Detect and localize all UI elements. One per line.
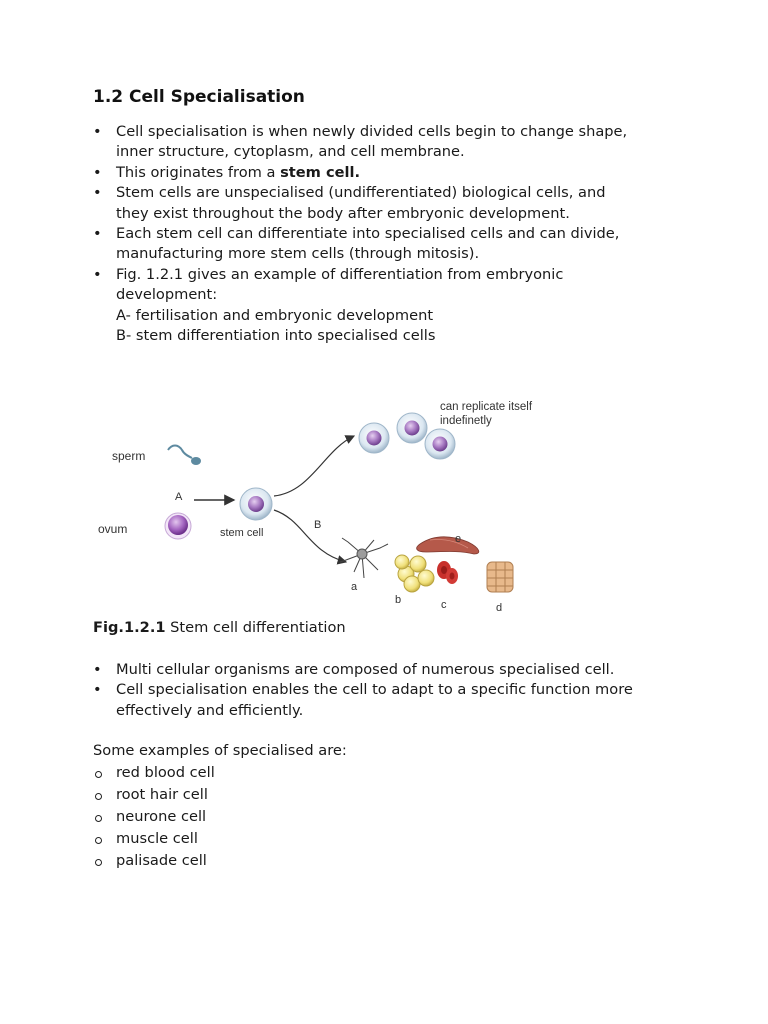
example-text: red blood cell [116,764,215,781]
bullet-line: This originates from a [116,163,281,181]
example-item [93,784,215,806]
example-item [93,850,215,872]
self-renewal-arrow [274,436,354,496]
example-item [93,762,215,784]
examples-intro: Some examples of specialised are: [93,742,347,759]
ring-bullet-icon [95,793,102,800]
bullet-line: development: [116,286,218,304]
bullet-list [93,122,693,346]
bullet-line: effectively and efficiently. [116,701,304,719]
bullet-item [93,163,693,183]
bullet-item [93,680,693,721]
bullet-line: Cell specialisation enables the cell to adapt to a specific function more [116,681,633,699]
bullet-dot: • [93,681,102,699]
bullet-dot: • [93,225,102,243]
stacked-cells-shape [487,562,513,592]
stem-cell-differentiation-figure [96,392,556,618]
bullet-line: Fig. 1.2.1 gives an example of differentiation from embryonic [116,265,564,283]
stem-cell-shape [240,488,272,520]
label-a-arrow: A [175,491,183,503]
stem-cell-label: stem cell [220,527,264,539]
label-b-arrow: B [314,519,322,531]
ring-bullet-icon [95,771,102,778]
fat-cells-shape [395,555,434,592]
example-text: muscle cell [116,830,198,847]
bullet-dot: • [93,163,102,181]
figure-caption [93,619,346,636]
label-e: e [455,533,462,545]
muscle-cell-shape [417,537,479,554]
bullet-dot: • [93,123,102,140]
label-b: b [395,594,402,606]
bullet-line: Cell specialisation is when newly divided cells begin to change shape, [116,123,628,140]
example-text: neurone cell [116,808,207,825]
sperm-label: sperm [112,449,146,463]
bullet-line: they exist throughout the body after embryonic development. [116,204,570,222]
differentiation-arrow [274,510,346,562]
ring-bullet-icon [95,815,102,822]
bullet-item [93,660,693,680]
ovum-label: ovum [98,522,128,536]
bullet-item [93,224,693,265]
bullet-line: manufacturing more stem cells (through mitosis). [116,245,480,263]
bullet-line: B- stem differentiation into specialised cells [116,327,436,345]
bullet-line: inner structure, cytoplasm, and cell membrane. [116,143,465,161]
bullet-dot: • [93,265,102,283]
replicate-label-line1: can replicate itself [440,401,533,413]
examples-list [93,762,215,872]
ring-bullet-icon [95,837,102,844]
example-text: root hair cell [116,786,208,803]
neurone-cell-shape [340,538,388,578]
red-blood-cells-shape [437,561,458,584]
bullet-line: Stem cells are unspecialised (undifferentiated) biological cells, and [116,184,606,202]
bullet-line: A- fertilisation and embryonic development [116,306,434,324]
example-item [93,828,215,850]
label-c: c [441,599,447,611]
ring-bullet-icon [95,859,102,866]
bullet-dot: • [93,184,102,202]
bullet-dot: • [93,661,102,678]
example-item [93,806,215,828]
example-text: palisade cell [116,852,207,869]
bullet-item [93,265,693,347]
sperm-shape [168,446,201,466]
caption-text: Stem cell differentiation [165,619,346,636]
bullet-line: Multi cellular organisms are composed of numerous specialised cell. [116,661,615,678]
ovum-shape [165,513,191,539]
caption-label: Fig.1.2.1 [93,619,166,636]
bold-term: stem cell. [280,163,361,181]
bullet-item [93,122,693,163]
section-heading: 1.2 Cell Specialisation [93,87,305,107]
label-a: a [351,581,358,593]
bullet-list-2 [93,660,693,721]
label-d: d [496,602,503,614]
replicate-label-line2: indefinetly [440,415,492,427]
bullet-line: Each stem cell can differentiate into specialised cells and can divide, [116,225,620,243]
bullet-item [93,183,693,224]
